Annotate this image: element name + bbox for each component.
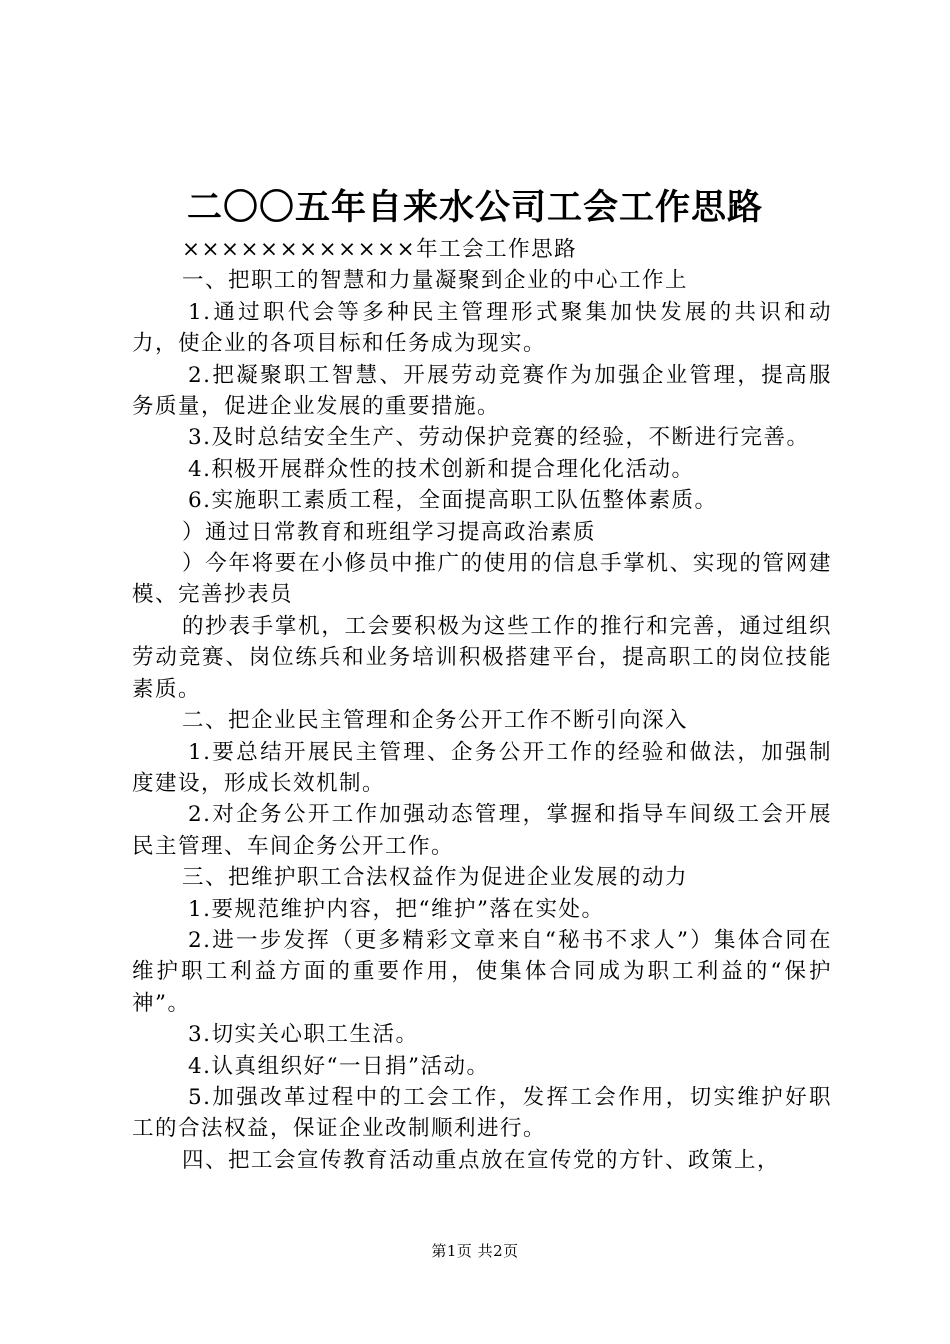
paragraph-1-3: 3.及时总结安全生产、劳动保护竞赛的经验，不断进行完善。 [188, 425, 810, 451]
paragraph-sub-1: ）通过日常教育和班组学习提高政治素质 [182, 519, 597, 545]
section-heading-1: 一、把职工的智慧和力量凝聚到企业的中心工作上 [182, 268, 689, 294]
paragraph-1-2: 2.把凝聚职工智慧、开展劳动竞赛作为加强企业管理，提高服务质量，促进企业发展的重要措施。 [132, 362, 832, 420]
paragraph-3-5: 5.加强改革过程中的工会工作，发挥工会作用，切实维护好职工的合法权益，保证企业改制顺利进行。 [132, 1084, 832, 1142]
paragraph-3-3: 3.切实关心职工生活。 [188, 1022, 419, 1048]
paragraph-sub-2-cont: 的抄表手掌机，工会要积极为这些工作的推行和完善，通过组织劳动竞赛、岗位练兵和业务培训积极搭建平台，提高职工的岗位技能素质。 [132, 613, 832, 702]
page-footer: 第1页 共2页 [431, 1242, 519, 1260]
paragraph-3-2: 2.进一步发挥（更多精彩文章来自“秘书不求人”）集体合同在维护职工利益方面的重要作用，使集体合同成为职工利益的“保护神”。 [132, 927, 832, 1016]
paragraph-1-4: 4.积极开展群众性的技术创新和提合理化化活动。 [188, 456, 695, 482]
paragraph-2-2: 2.对企务公开工作加强动态管理，掌握和指导车间级工会开展民主管理、车间企务公开工作。 [132, 802, 832, 859]
paragraph-2-1: 1.要总结开展民主管理、企务公开工作的经验和做法，加强制度建设，形成长效机制。 [132, 739, 832, 796]
section-heading-2: 二、把企业民主管理和企务公开工作不断引向深入 [182, 708, 689, 734]
paragraph-1-1: 1.通过职代会等多种民主管理形式聚集加快发展的共识和动力，使企业的各项目标和任务成为现实。 [132, 299, 832, 357]
paragraph-sub-2: ）今年将要在小修员中推广的使用的信息手掌机、实现的管网建模、完善抄表员 [132, 551, 832, 608]
subtitle-line: ××××××××××××年工会工作思路 [182, 237, 578, 262]
paragraph-1-6: 6.实施职工素质工程，全面提高职工队伍整体素质。 [188, 488, 718, 514]
paragraph-3-4: 4.认真组织好“一日捐”活动。 [188, 1053, 490, 1079]
document-body [132, 234, 832, 1176]
document-title: 二〇〇五年自来水公司工会工作思路 [186, 187, 763, 228]
paragraph-3-1: 1.要规范维护内容，把“维护”落在实处。 [188, 896, 605, 922]
section-heading-3: 三、把维护职工合法权益作为促进企业发展的动力 [182, 865, 689, 891]
section-heading-4: 四、把工会宣传教育活动重点放在宣传党的方针、政策上， [182, 1147, 781, 1173]
